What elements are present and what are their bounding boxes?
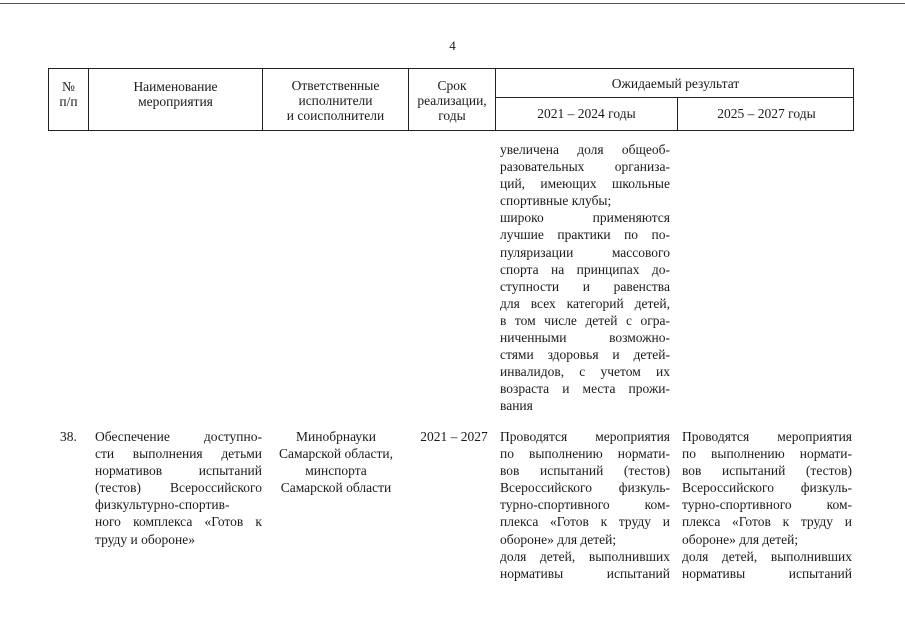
row-activity-name [95, 428, 262, 548]
text-line: ного комплекса «Готов к [95, 514, 262, 530]
text-line: обороне» для детей; [682, 531, 799, 547]
text-line: доля детей, выполнивших [500, 548, 670, 564]
text-line: ций, имеющих школьные [500, 176, 670, 192]
text-line: нормативов испытаний [95, 463, 262, 479]
header-number [49, 79, 88, 109]
text-line: в том числе детей с огра- [500, 312, 670, 328]
header-term-line: годы [438, 108, 466, 123]
row-number: 38. [60, 429, 77, 444]
text-line: Самарской области [280, 480, 392, 496]
row-result-2025-2027 [682, 428, 852, 582]
header-term-line: реализации, [417, 93, 487, 108]
text-line: для всех категорий детей, [500, 295, 670, 311]
text-line: плекса «Готов к труду и [500, 514, 670, 530]
text-line: турно-спортивного ком- [682, 497, 852, 513]
header-period-2021-2024: 2021 – 2024 годы [537, 106, 636, 121]
header-number-line: п/п [59, 94, 78, 109]
text-line: труду и обороне» [95, 531, 195, 547]
text-line: Самарской области, [279, 446, 393, 462]
row-responsible [269, 428, 403, 496]
text-line: по выполнению нормати- [682, 446, 852, 462]
text-line: разовательных организа- [500, 159, 670, 175]
text-line: по выполнению нормати- [500, 446, 670, 462]
text-line: спорта на принципах до- [500, 261, 670, 277]
header-term [409, 78, 495, 123]
header-responsible-line: исполнители [298, 93, 373, 108]
header-responsible-line: Ответственные [291, 78, 380, 93]
text-line: Минобрнауки [296, 429, 376, 444]
page-number: 4 [449, 38, 456, 53]
text-line: доля детей, выполнивших [682, 548, 852, 564]
text-line: ступности и равенства [500, 278, 670, 294]
table-header [48, 68, 854, 131]
text-line: увеличена доля общеоб- [500, 142, 670, 157]
text-line: спортивные клубы; [500, 193, 612, 209]
header-number-line: № [62, 79, 75, 94]
text-line: вов испытаний (тестов) [500, 463, 670, 479]
text-line: Всероссийского физкуль- [500, 480, 670, 496]
text-line: инвалидов, с учетом их [500, 364, 670, 380]
text-line: лучшие практики по по- [500, 227, 670, 243]
header-result: Ожидаемый результат [611, 76, 740, 91]
text-line: нормативы испытаний [500, 565, 670, 581]
text-line: широко применяются [500, 210, 670, 226]
header-period-2025-2027: 2025 – 2027 годы [717, 106, 816, 121]
row-term: 2021 – 2027 [420, 429, 488, 444]
text-line: минспорта [305, 463, 367, 479]
text-line: ниченными возможно- [500, 330, 670, 346]
text-line: вов испытаний (тестов) [682, 463, 852, 479]
text-line: Проводятся мероприятия [500, 429, 670, 444]
text-line: обороне» для детей; [500, 531, 617, 547]
text-line: возраста и места прожи- [500, 381, 670, 397]
text-line: турно-спортивного ком- [500, 497, 670, 513]
row-result-2021-2024 [500, 428, 670, 582]
text-line: Обеспечение доступно- [95, 429, 262, 444]
text-line: (тестов) Всероссийского [95, 480, 262, 496]
text-line: физкультурно-спортив- [95, 497, 230, 513]
header-name [89, 79, 262, 109]
text-line: Всероссийского физкуль- [682, 480, 852, 496]
header-term-line: Срок [437, 78, 467, 93]
continuation-result-2021-2024 [500, 141, 670, 415]
header-responsible [263, 78, 408, 123]
text-line: нормативы испытаний [682, 565, 852, 581]
text-line: пуляризации массового [500, 244, 670, 260]
text-line: плекса «Готов к труду и [682, 514, 852, 530]
header-responsible-line: и соисполнители [286, 108, 385, 123]
text-line: Проводятся мероприятия [682, 429, 852, 444]
header-name-line: Наименование [133, 79, 218, 94]
divider [495, 97, 853, 98]
header-name-line: мероприятия [138, 94, 213, 109]
text-line: стями здоровья и детей- [500, 347, 670, 363]
text-line: вания [500, 398, 533, 414]
text-line: сти выполнения детьми [95, 446, 262, 462]
top-scan-rule [0, 0, 905, 4]
